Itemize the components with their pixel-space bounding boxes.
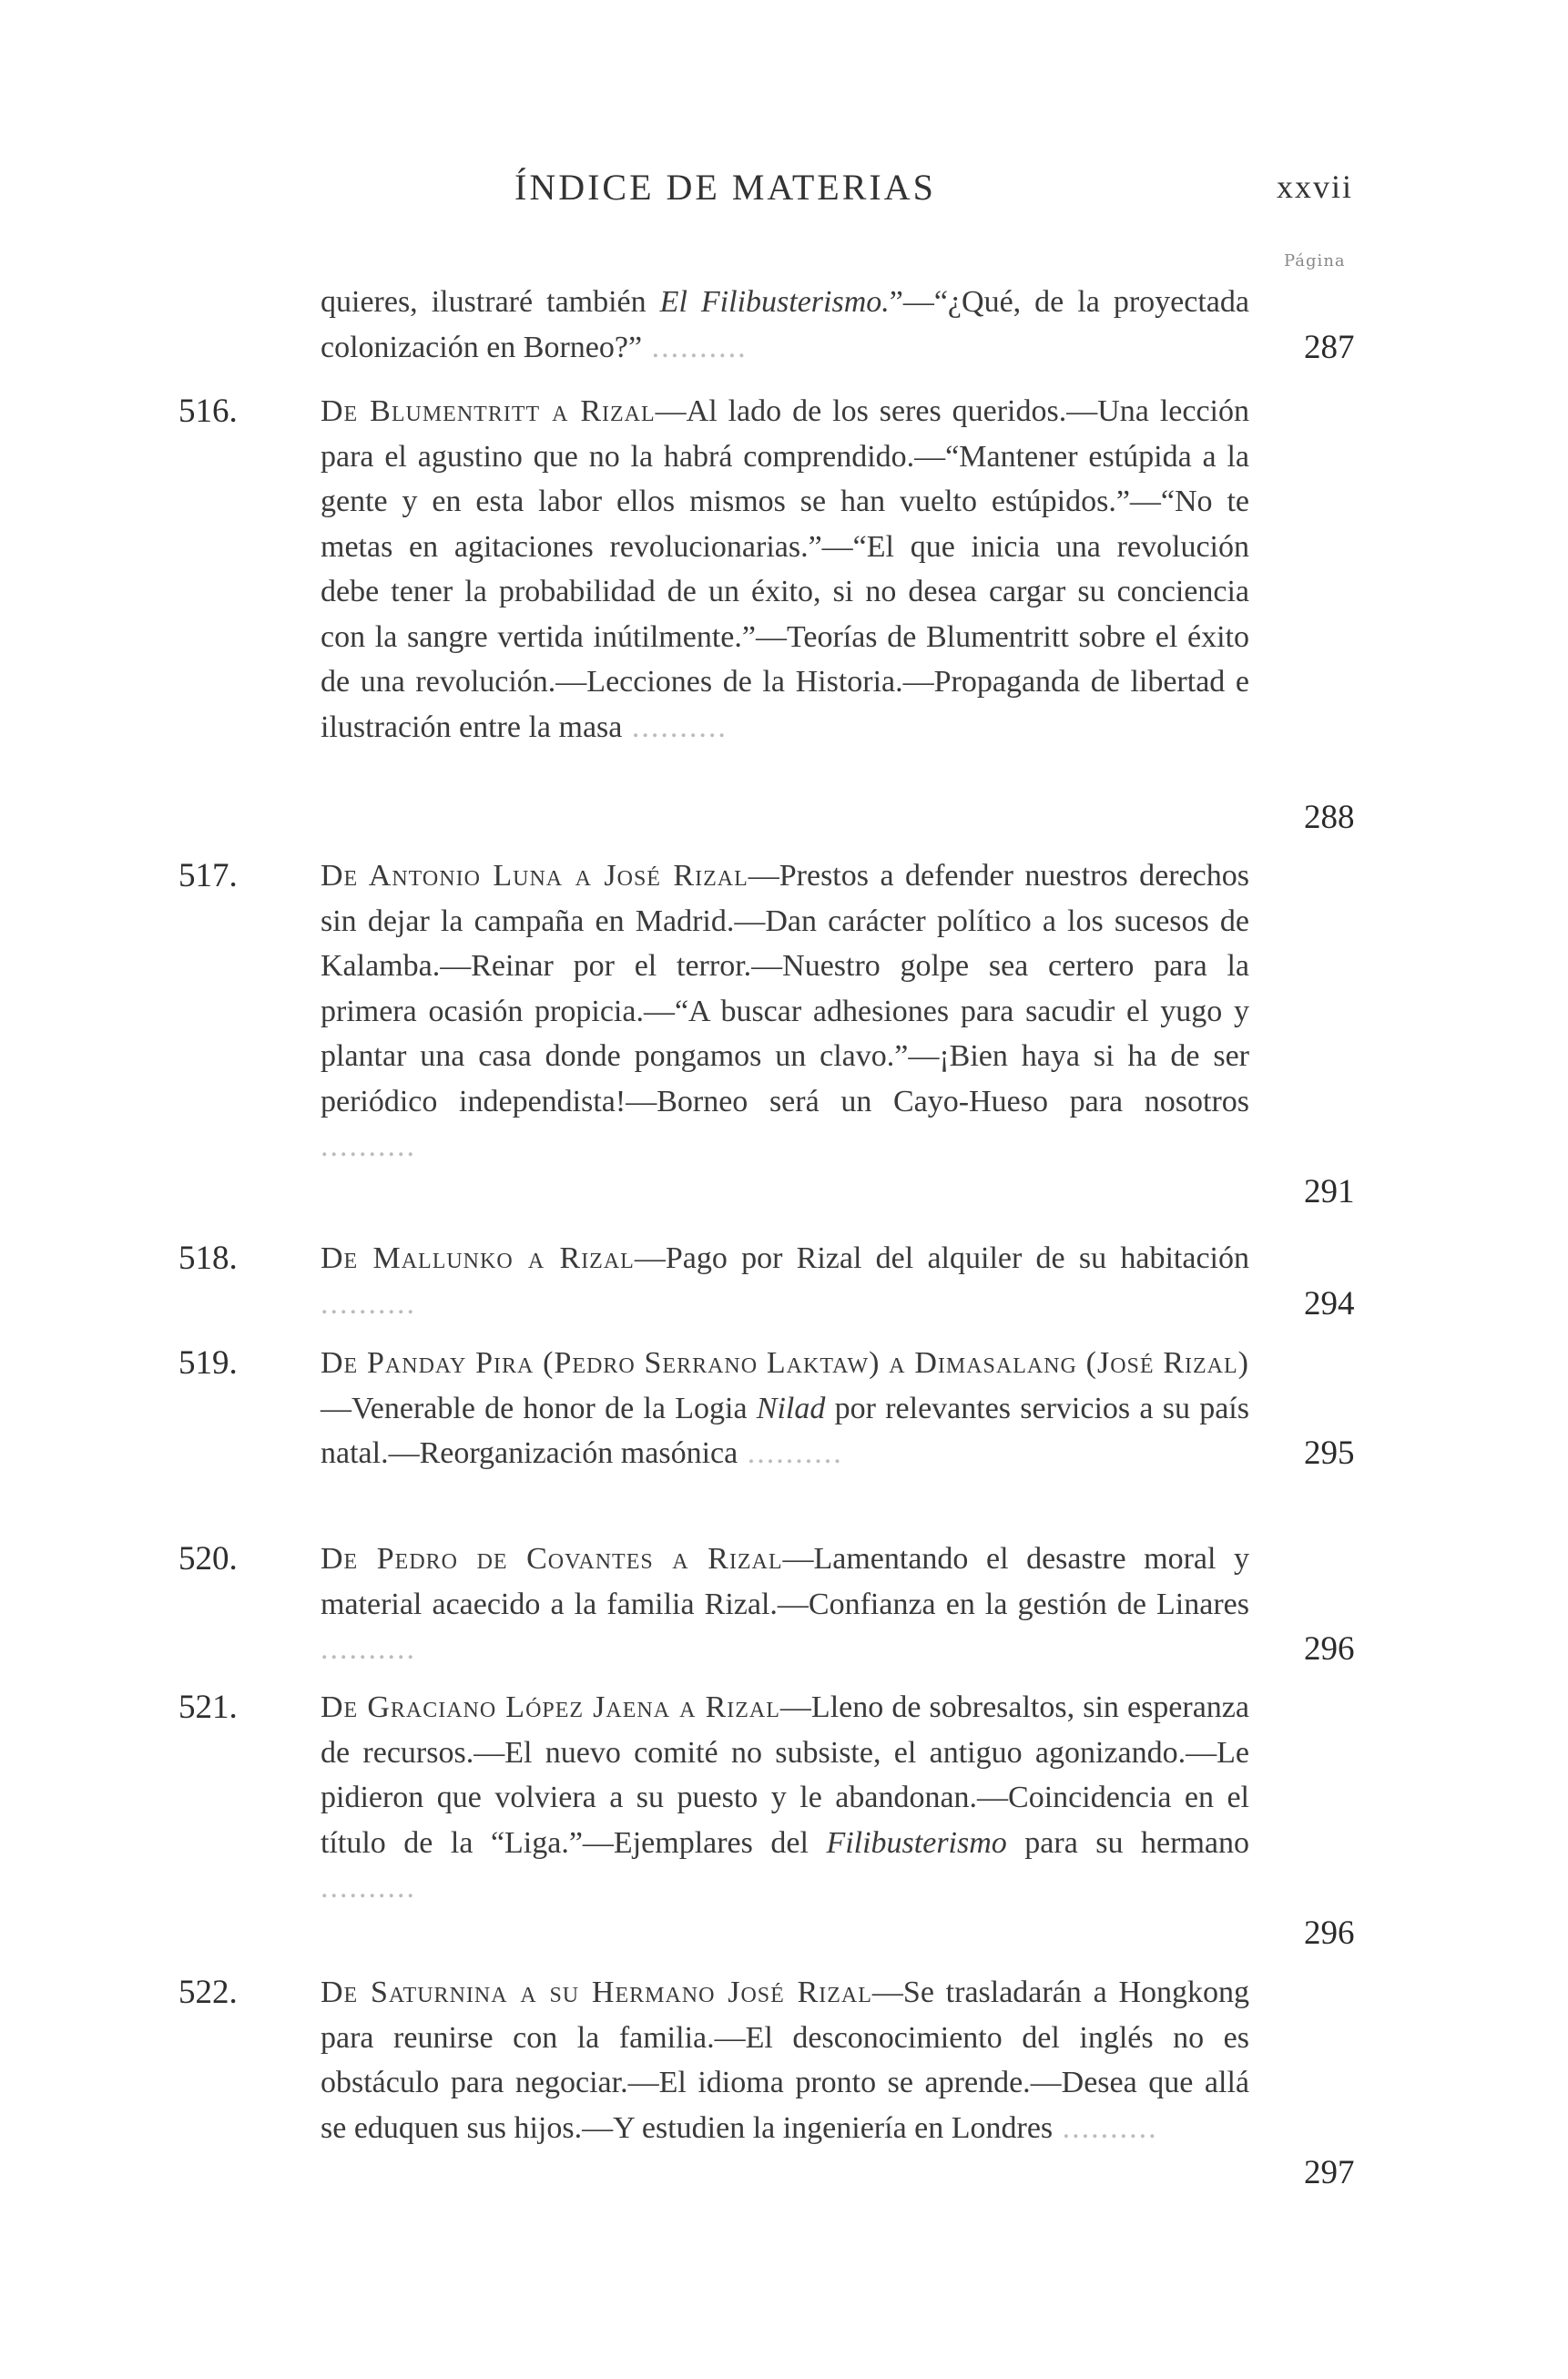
entry-description xyxy=(321,1236,1249,1326)
entry-page-number: 291 xyxy=(1304,1172,1355,1210)
entry-correspondents: De Pedro de Covantes a Rizal xyxy=(321,1542,783,1576)
dot-leader: .......... xyxy=(1053,2110,1158,2145)
page-folio: xxvii xyxy=(1277,168,1354,205)
entry-correspondents: De Panday Pira (Pedro Serrano Laktaw) a Dimasalang (José Rizal) xyxy=(321,1346,1249,1380)
dot-leader: .......... xyxy=(738,1436,843,1470)
dot-leader: .......... xyxy=(622,710,728,744)
entry-page-number: 297 xyxy=(1304,2154,1355,2191)
entry-text: —Al lado de los seres queridos.—Una lección para el agustino que no la habrá comprendido.—“Mantener estúpida a la gente y en esta labor ellos mismos se han vuelto estúpidos.”—“No te metas en agitaciones revolucionarias.”—“El que inicia una revolución debe tener la probabilidad de un éxito, si no desea cargar su conciencia con la sangre vertida inútilmente.”—Teorías de Blumentritt sobre el éxito de una revolución.—Lecciones de la Historia.—Propaganda de libertad e ilustración entre la masa xyxy=(321,394,1249,744)
entry-description xyxy=(321,389,1249,750)
entry-description xyxy=(321,1341,1249,1476)
entry-description xyxy=(321,1685,1249,1911)
entry-description xyxy=(321,853,1249,1169)
entry-italic-title: Nilad xyxy=(756,1391,826,1425)
entry-text: —Lamentando el desastre moral y material acaecido a la familia Rizal.—Confianza en la gestión de Linares xyxy=(321,1542,1250,1621)
entry-italic-title: Filibusterismo xyxy=(826,1825,1007,1860)
entry-number: 520. xyxy=(178,1540,238,1577)
entry-description xyxy=(321,1537,1249,1672)
entry-text: quieres, ilustraré también xyxy=(321,285,660,319)
entry-page-number: 296 xyxy=(1304,1630,1355,1668)
entry-text: —Se trasladarán a Hongkong para reunirse con la familia.—El desconocimiento del inglés no es obstáculo para negociar.—El idioma pronto se aprende.—Desea que allá se eduquen sus hijos.—Y estudien la ingeniería en Londres xyxy=(321,1976,1250,2145)
entry-number: 522. xyxy=(178,1974,238,2011)
running-head xyxy=(0,166,1568,220)
entry-page-number: 296 xyxy=(1304,1914,1355,1952)
dot-leader: .......... xyxy=(321,1129,416,1163)
entry-correspondents: De Mallunko a Rizal xyxy=(321,1241,635,1275)
entry-description xyxy=(321,280,1249,370)
entry-text: —Pago por Rizal del alquiler de su habitación xyxy=(634,1241,1249,1275)
entry-page-number: 287 xyxy=(1304,328,1355,366)
entry-number: 519. xyxy=(178,1344,238,1382)
entry-correspondents: De Graciano López Jaena a Rizal xyxy=(321,1690,780,1724)
entry-text: por relevantes servicios a su país natal.—Reorganización masónica xyxy=(321,1391,1249,1470)
entry-text: —Prestos a defender nuestros derechos sin dejar la campaña en Madrid.—Dan carácter político a los sucesos de Kalamba.—Reinar por el terror.—Nuestro golpe sea certero para la primera ocasión propicia.—“A buscar adhesiones para sacudir el yugo y plantar una casa donde pongamos un clavo.”—¡Bien haya si ha de ser periódico independista!—Borneo será un Cayo-Hueso para nosotros xyxy=(321,859,1249,1118)
entry-number: 516. xyxy=(178,393,238,430)
entry-page-number: 295 xyxy=(1304,1435,1355,1472)
entry-description xyxy=(321,1970,1249,2150)
dot-leader: .......... xyxy=(321,1632,416,1666)
entry-italic-title: El Filibusterismo. xyxy=(659,285,890,319)
entry-page-number: 288 xyxy=(1304,798,1355,836)
running-title: ÍNDICE DE MATERIAS xyxy=(514,167,936,208)
entry-text: —Lleno de sobresaltos, sin esperanza de recursos.—El nuevo comité no subsiste, el antiguo agonizando.—Le pidieron que volviera a su puesto y le abandonan.—Coincidencia en el título de la “Liga.”—Ejemplares del xyxy=(321,1690,1249,1860)
dot-leader: .......... xyxy=(321,1286,416,1321)
entry-page-number: 294 xyxy=(1304,1284,1355,1322)
page-column-label: Página xyxy=(1284,251,1346,271)
dot-leader: .......... xyxy=(321,1871,416,1904)
entry-number: 521. xyxy=(178,1689,238,1726)
entry-correspondents: De Saturnina a su Hermano José Rizal xyxy=(321,1976,872,2009)
entry-number: 517. xyxy=(178,857,238,894)
entry-correspondents: De Blumentritt a Rizal xyxy=(321,394,656,428)
entry-number: 518. xyxy=(178,1240,238,1277)
entry-text: ”—“¿Qué, de la proyectada colonización en Borneo?” xyxy=(321,285,1249,364)
entry-text: para su hermano xyxy=(1006,1825,1250,1860)
entry-correspondents: De Antonio Luna a José Rizal xyxy=(321,859,748,893)
entry-text: —Venerable de honor de la Logia xyxy=(321,1391,757,1425)
dot-leader: .......... xyxy=(642,330,748,364)
